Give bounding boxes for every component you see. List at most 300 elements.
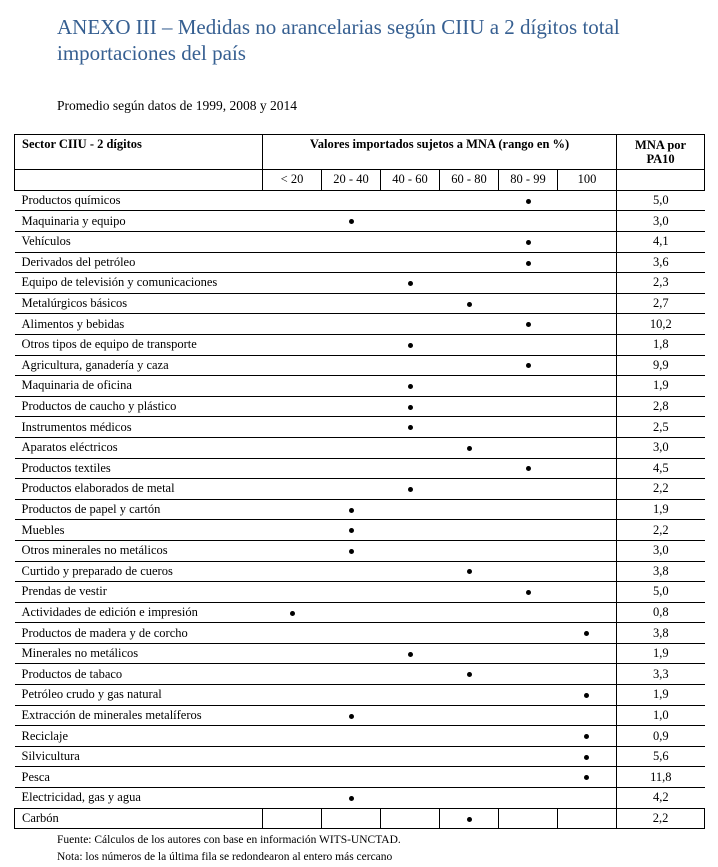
- range-cell: [440, 767, 499, 788]
- range-cell: [381, 334, 440, 355]
- sector-cell: Instrumentos médicos: [15, 417, 263, 438]
- range-cell: [263, 788, 322, 809]
- range-cell: [381, 685, 440, 706]
- range-cell: [499, 705, 558, 726]
- range-cell: [263, 664, 322, 685]
- mna-cell: 3,6: [617, 252, 705, 273]
- sector-cell: Otros tipos de equipo de transporte: [15, 334, 263, 355]
- range-cell: [263, 376, 322, 397]
- range-cell: [558, 417, 617, 438]
- table-row: [15, 232, 705, 253]
- mna-cell: 2,2: [617, 520, 705, 541]
- table-row: [15, 540, 705, 561]
- range-cell: [499, 540, 558, 561]
- range-cell: [558, 520, 617, 541]
- range-cell: [440, 746, 499, 767]
- sector-cell: Vehículos: [15, 232, 263, 253]
- range-cell: [322, 705, 381, 726]
- range-cell: [381, 211, 440, 232]
- range-cell: [558, 685, 617, 706]
- table-row: [15, 726, 705, 747]
- range-cell: [499, 437, 558, 458]
- range-cell: [263, 211, 322, 232]
- range-cell: [499, 479, 558, 500]
- range-cell: [440, 396, 499, 417]
- range-cell: [381, 746, 440, 767]
- range-cell: [263, 602, 322, 623]
- bullet-dot: [526, 363, 531, 368]
- range-cell: [558, 355, 617, 376]
- range-cell: [558, 376, 617, 397]
- mna-cell: 3,0: [617, 437, 705, 458]
- range-cell: [499, 417, 558, 438]
- sector-cell: Muebles: [15, 520, 263, 541]
- bullet-dot: [349, 549, 354, 554]
- range-cell: [322, 232, 381, 253]
- range-cell: [263, 746, 322, 767]
- range-column-header: 40 - 60: [381, 169, 440, 190]
- range-cell: [440, 334, 499, 355]
- range-cell: [322, 417, 381, 438]
- table-row: [15, 437, 705, 458]
- range-cell: [499, 561, 558, 582]
- mna-cell: 5,6: [617, 746, 705, 767]
- table-row: [15, 396, 705, 417]
- range-cell: [322, 293, 381, 314]
- range-cell: [440, 479, 499, 500]
- table-row: [15, 561, 705, 582]
- mna-cell: 2,2: [617, 808, 705, 829]
- range-cell: [381, 314, 440, 335]
- range-cell: [558, 623, 617, 644]
- range-cell: [322, 396, 381, 417]
- range-cell: [263, 643, 322, 664]
- range-cell: [263, 396, 322, 417]
- range-cell: [440, 499, 499, 520]
- table-row: [15, 273, 705, 294]
- range-cell: [263, 273, 322, 294]
- range-cell: [381, 252, 440, 273]
- range-cell: [322, 211, 381, 232]
- footnotes: [57, 832, 718, 867]
- range-cell: [263, 190, 322, 211]
- range-cell: [322, 273, 381, 294]
- range-cell: [440, 417, 499, 438]
- bullet-dot: [349, 796, 354, 801]
- mna-cell: 3,8: [617, 561, 705, 582]
- range-cell: [440, 273, 499, 294]
- range-cell: [263, 685, 322, 706]
- range-cell: [558, 602, 617, 623]
- range-cell: [499, 232, 558, 253]
- range-cell: [440, 602, 499, 623]
- page-subtitle: Promedio según datos de 1999, 2008 y 2014: [57, 98, 297, 114]
- mna-cell: 1,8: [617, 334, 705, 355]
- table-row: [15, 190, 705, 211]
- sector-column-header: Sector CIIU - 2 dígitos: [15, 135, 263, 170]
- range-cell: [558, 582, 617, 603]
- sector-cell: Maquinaria de oficina: [15, 376, 263, 397]
- mna-cell: 4,2: [617, 788, 705, 809]
- table-row: [15, 314, 705, 335]
- bullet-dot: [408, 487, 413, 492]
- range-cell: [381, 540, 440, 561]
- range-cell: [558, 808, 617, 829]
- table-row: [15, 746, 705, 767]
- range-cell: [558, 190, 617, 211]
- range-cell: [499, 293, 558, 314]
- range-cell: [322, 561, 381, 582]
- range-cell: [381, 376, 440, 397]
- table-row: [15, 376, 705, 397]
- range-cell: [263, 458, 322, 479]
- range-cell: [263, 520, 322, 541]
- range-cell: [381, 808, 440, 829]
- mna-cell: 2,7: [617, 293, 705, 314]
- range-cell: [322, 623, 381, 644]
- range-cell: [263, 582, 322, 603]
- page-title: ANEXO III – Medidas no arancelarias según CIIU a 2 dígitos total importaciones del país: [57, 15, 620, 66]
- sector-cell: Maquinaria y equipo: [15, 211, 263, 232]
- range-cell: [558, 788, 617, 809]
- range-cell: [322, 808, 381, 829]
- mna-cell: 1,9: [617, 376, 705, 397]
- range-cell: [322, 479, 381, 500]
- bullet-dot: [349, 528, 354, 533]
- mna-subheader-empty-cell: [617, 169, 705, 190]
- range-cell: [322, 458, 381, 479]
- range-cell: [558, 664, 617, 685]
- range-cell: [440, 458, 499, 479]
- range-cell: [322, 540, 381, 561]
- range-cell: [322, 376, 381, 397]
- sector-cell: Petróleo crudo y gas natural: [15, 685, 263, 706]
- mna-cell: 3,0: [617, 211, 705, 232]
- mna-cell: 2,5: [617, 417, 705, 438]
- range-cell: [322, 788, 381, 809]
- range-cell: [381, 643, 440, 664]
- range-cell: [263, 417, 322, 438]
- range-column-header: 80 - 99: [499, 169, 558, 190]
- mna-cell: 4,1: [617, 232, 705, 253]
- sector-cell: Metalúrgicos básicos: [15, 293, 263, 314]
- mna-cell: 0,8: [617, 602, 705, 623]
- range-cell: [263, 437, 322, 458]
- range-cell: [263, 705, 322, 726]
- mna-cell: 1,9: [617, 643, 705, 664]
- range-cell: [322, 520, 381, 541]
- range-cell: [499, 788, 558, 809]
- range-subheader-row: [15, 169, 705, 190]
- range-cell: [440, 232, 499, 253]
- range-cell: [381, 437, 440, 458]
- range-cell: [440, 540, 499, 561]
- mna-cell: 3,0: [617, 540, 705, 561]
- range-cell: [381, 190, 440, 211]
- range-cell: [558, 293, 617, 314]
- range-cell: [440, 705, 499, 726]
- sector-cell: Derivados del petróleo: [15, 252, 263, 273]
- range-cell: [558, 479, 617, 500]
- sector-cell: Reciclaje: [15, 726, 263, 747]
- sector-cell: Productos de tabaco: [15, 664, 263, 685]
- range-column-header: 100: [558, 169, 617, 190]
- range-cell: [381, 623, 440, 644]
- range-cell: [499, 211, 558, 232]
- range-cell: [499, 252, 558, 273]
- range-cell: [440, 685, 499, 706]
- sector-cell: Productos elaborados de metal: [15, 479, 263, 500]
- range-cell: [499, 602, 558, 623]
- range-cell: [381, 520, 440, 541]
- bullet-dot: [408, 343, 413, 348]
- bullet-dot: [408, 281, 413, 286]
- range-cell: [381, 479, 440, 500]
- range-cell: [499, 458, 558, 479]
- sector-subheader-empty-cell: [15, 169, 263, 190]
- sector-cell: Productos de caucho y plástico: [15, 396, 263, 417]
- range-cell: [381, 726, 440, 747]
- mna-cell: 9,9: [617, 355, 705, 376]
- range-cell: [381, 273, 440, 294]
- range-cell: [381, 355, 440, 376]
- mna-cell: 1,0: [617, 705, 705, 726]
- range-cell: [381, 417, 440, 438]
- sector-cell: Aparatos eléctricos: [15, 437, 263, 458]
- bullet-dot: [526, 590, 531, 595]
- bullet-dot: [408, 652, 413, 657]
- range-cell: [499, 582, 558, 603]
- sector-cell: Actividades de edición e impresión: [15, 602, 263, 623]
- mna-cell: 10,2: [617, 314, 705, 335]
- range-cell: [499, 746, 558, 767]
- range-cell: [558, 252, 617, 273]
- bullet-dot: [349, 508, 354, 513]
- mna-cell: 1,9: [617, 499, 705, 520]
- table-row: [15, 417, 705, 438]
- table-row: [15, 685, 705, 706]
- range-cell: [440, 664, 499, 685]
- table-row: [15, 334, 705, 355]
- range-cell: [499, 767, 558, 788]
- range-cell: [558, 767, 617, 788]
- bullet-dot: [526, 322, 531, 327]
- range-cell: [440, 314, 499, 335]
- range-cell: [440, 582, 499, 603]
- range-cell: [440, 293, 499, 314]
- range-cell: [381, 561, 440, 582]
- range-cell: [381, 499, 440, 520]
- range-cell: [499, 623, 558, 644]
- bullet-dot: [349, 219, 354, 224]
- sector-cell: Curtido y preparado de cueros: [15, 561, 263, 582]
- sector-cell: Productos textiles: [15, 458, 263, 479]
- range-cell: [263, 479, 322, 500]
- table-row: [15, 211, 705, 232]
- bullet-dot: [408, 384, 413, 389]
- range-cell: [499, 808, 558, 829]
- range-cell: [263, 314, 322, 335]
- range-cell: [558, 499, 617, 520]
- bullet-dot: [467, 672, 472, 677]
- source-note: Fuente: Cálculos de los autores con base en información WITS-UNCTAD.: [57, 834, 401, 847]
- range-cell: [558, 643, 617, 664]
- range-cell: [558, 396, 617, 417]
- range-cell: [558, 540, 617, 561]
- range-cell: [322, 767, 381, 788]
- range-cell: [440, 376, 499, 397]
- mna-cell: 2,3: [617, 273, 705, 294]
- range-cell: [381, 582, 440, 603]
- bullet-dot: [349, 714, 354, 719]
- bullet-dot: [584, 755, 589, 760]
- range-cell: [381, 705, 440, 726]
- table-row: [15, 499, 705, 520]
- sector-cell: Silvicultura: [15, 746, 263, 767]
- range-cell: [499, 355, 558, 376]
- bullet-dot: [584, 734, 589, 739]
- mna-cell: 2,8: [617, 396, 705, 417]
- range-cell: [381, 602, 440, 623]
- range-cell: [499, 664, 558, 685]
- range-cell: [263, 334, 322, 355]
- range-column-header: < 20: [263, 169, 322, 190]
- range-cell: [499, 685, 558, 706]
- sector-cell: Productos químicos: [15, 190, 263, 211]
- range-cell: [558, 232, 617, 253]
- range-cell: [263, 808, 322, 829]
- range-cell: [440, 520, 499, 541]
- table-row: [15, 643, 705, 664]
- range-cell: [322, 499, 381, 520]
- table-row: [15, 788, 705, 809]
- sector-cell: Minerales no metálicos: [15, 643, 263, 664]
- table-body: [15, 190, 705, 828]
- mna-column-header: MNA por PA10: [617, 135, 705, 170]
- range-cell: [263, 540, 322, 561]
- mna-cell: 2,2: [617, 479, 705, 500]
- range-cell: [499, 376, 558, 397]
- range-column-header: 20 - 40: [322, 169, 381, 190]
- range-cell: [440, 437, 499, 458]
- table-header: [15, 135, 705, 191]
- range-cell: [263, 561, 322, 582]
- sector-cell: Pesca: [15, 767, 263, 788]
- range-cell: [322, 437, 381, 458]
- range-cell: [558, 726, 617, 747]
- sector-cell: Electricidad, gas y agua: [15, 788, 263, 809]
- range-cell: [499, 643, 558, 664]
- range-cell: [558, 273, 617, 294]
- range-cell: [558, 211, 617, 232]
- range-cell: [440, 726, 499, 747]
- bullet-dot: [526, 199, 531, 204]
- sector-cell: Alimentos y bebidas: [15, 314, 263, 335]
- range-cell: [322, 355, 381, 376]
- table-row: [15, 252, 705, 273]
- range-cell: [440, 252, 499, 273]
- range-cell: [322, 334, 381, 355]
- range-cell: [263, 252, 322, 273]
- mna-cell: 4,5: [617, 458, 705, 479]
- sector-cell: Extracción de minerales metalíferos: [15, 705, 263, 726]
- range-cell: [440, 355, 499, 376]
- range-cell: [322, 643, 381, 664]
- range-cell: [558, 334, 617, 355]
- range-cell: [499, 499, 558, 520]
- range-cell: [499, 520, 558, 541]
- range-cell: [263, 726, 322, 747]
- range-cell: [381, 458, 440, 479]
- sector-cell: Productos de papel y cartón: [15, 499, 263, 520]
- mna-cell: 11,8: [617, 767, 705, 788]
- bullet-dot: [408, 425, 413, 430]
- table-row: [15, 458, 705, 479]
- sector-cell: Carbón: [15, 808, 263, 829]
- bullet-dot: [526, 240, 531, 245]
- range-cell: [263, 623, 322, 644]
- bullet-dot: [526, 261, 531, 266]
- sector-cell: Productos de madera y de corcho: [15, 623, 263, 644]
- range-cell: [263, 355, 322, 376]
- sector-cell: Otros minerales no metálicos: [15, 540, 263, 561]
- table-row: [15, 664, 705, 685]
- range-cell: [558, 705, 617, 726]
- range-cell: [440, 643, 499, 664]
- mna-cell: 0,9: [617, 726, 705, 747]
- bullet-dot: [467, 302, 472, 307]
- bullet-dot: [467, 446, 472, 451]
- range-cell: [322, 685, 381, 706]
- bullet-dot: [584, 631, 589, 636]
- range-cell: [322, 314, 381, 335]
- range-cell: [499, 726, 558, 747]
- range-cell: [381, 293, 440, 314]
- table-row: [15, 479, 705, 500]
- table-row: [15, 623, 705, 644]
- range-cell: [440, 788, 499, 809]
- bullet-dot: [408, 405, 413, 410]
- range-cell: [381, 664, 440, 685]
- table-row: [15, 582, 705, 603]
- range-cell: [322, 664, 381, 685]
- sector-cell: Prendas de vestir: [15, 582, 263, 603]
- mna-cell: 3,8: [617, 623, 705, 644]
- range-cell: [440, 623, 499, 644]
- range-cell: [381, 396, 440, 417]
- range-cell: [558, 561, 617, 582]
- bullet-dot: [467, 569, 472, 574]
- table-row: [15, 602, 705, 623]
- range-cell: [499, 273, 558, 294]
- range-cell: [381, 788, 440, 809]
- range-cell: [499, 314, 558, 335]
- table-row: [15, 767, 705, 788]
- range-cell: [499, 396, 558, 417]
- range-cell: [322, 726, 381, 747]
- sector-cell: Equipo de televisión y comunicaciones: [15, 273, 263, 294]
- sector-cell: Agricultura, ganadería y caza: [15, 355, 263, 376]
- mna-cell: 5,0: [617, 190, 705, 211]
- range-cell: [499, 334, 558, 355]
- range-cell: [558, 746, 617, 767]
- range-cell: [263, 767, 322, 788]
- table-row: [15, 705, 705, 726]
- bullet-dot: [290, 611, 295, 616]
- range-cell: [263, 232, 322, 253]
- mna-cell: 3,3: [617, 664, 705, 685]
- bullet-dot: [467, 817, 472, 822]
